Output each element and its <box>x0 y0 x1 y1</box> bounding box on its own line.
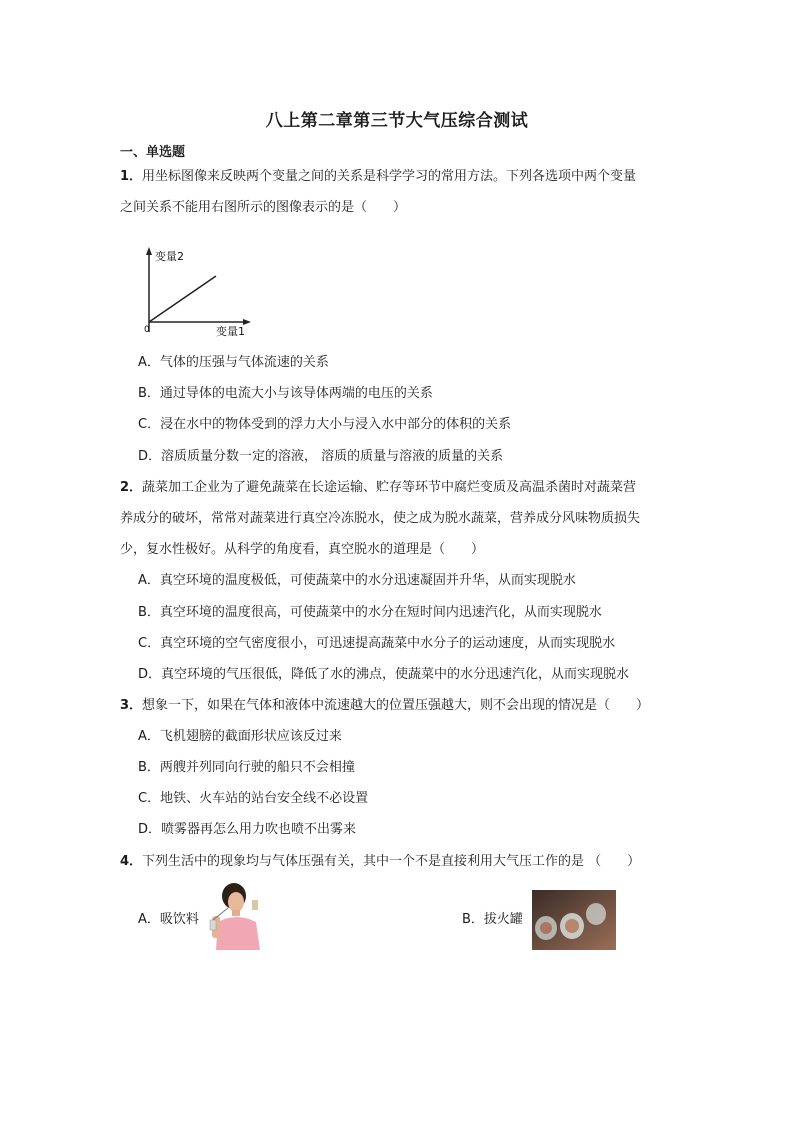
question-3-line-1 <box>120 696 649 716</box>
question-1-line-1 <box>120 167 636 187</box>
person-drinking-icon <box>208 882 264 950</box>
question-2-option-d: D．真空环境的气压很低，降低了水的沸点，使蔬菜中的水分迅速汽化，从而实现脱水 <box>138 667 630 682</box>
question-4-option-a-label: A．吸饮料 <box>138 912 199 927</box>
question-3-option-d: D．喷雾器再怎么用力吹也喷不出雾来 <box>138 822 357 837</box>
drinking-photo <box>208 882 264 950</box>
question-1-text: 用坐标图像来反映两个变量之间的关系是科学学习的常用方法。下列各选项中两个变量 <box>142 169 637 184</box>
question-2-line-1 <box>120 478 636 498</box>
page-title: 八上第二章第三节大气压综合测试 <box>265 111 529 131</box>
question-4-option-b-label: B．拔火罐 <box>462 912 523 927</box>
cupping-jars-icon <box>532 890 616 950</box>
question-1-number: 1． <box>120 169 143 184</box>
y-axis-arrow-icon <box>146 247 152 255</box>
question-2-number: 2． <box>120 480 143 495</box>
question-2-line-3: 少，复水性极好。从科学的角度看，真空脱水的道理是（ ） <box>120 542 485 557</box>
question-4-line-1 <box>120 852 640 872</box>
question-2-line-2: 养成分的破坏，常常对蔬菜进行真空冷冻脱水，使之成为脱水蔬菜，营养成分风味物质损失 <box>120 511 641 526</box>
question-4-number: 4． <box>120 854 143 869</box>
section-heading: 一、单选题 <box>120 145 186 160</box>
question-1-line-2: 之间关系不能用右图所示的图像表示的是（ ） <box>120 200 407 215</box>
y-axis-label: 变量2 <box>155 250 184 263</box>
question-3-option-c: C．地铁、火车站的站台安全线不必设置 <box>138 791 369 806</box>
question-2-text: 蔬菜加工企业为了避免蔬菜在长途运输、贮存等环节中腐烂变质及高温杀菌时对蔬菜营 <box>142 480 637 495</box>
linear-graph-figure <box>138 242 258 338</box>
question-4-text: 下列生活中的现象均与气体压强有关，其中一个不是直接利用大气压工作的是 （ ） <box>142 854 641 869</box>
question-1-option-c: C．浸在水中的物体受到的浮力大小与浸入水中部分的体积的关系 <box>138 417 512 432</box>
question-1-graph <box>138 242 258 338</box>
question-1-option-b: B．通过导体的电流大小与该导体两端的电压的关系 <box>138 386 433 401</box>
question-1-option-a: A．气体的压强与气体流速的关系 <box>138 355 329 370</box>
question-3-option-a: A．飞机翅膀的截面形状应该反过来 <box>138 729 342 744</box>
cupping-photo <box>532 890 616 950</box>
x-axis-label: 变量1 <box>216 325 245 338</box>
question-3-number: 3． <box>120 698 143 713</box>
proportional-line <box>149 276 216 322</box>
question-2-option-c: C．真空环境的空气密度很小，可迅速提高蔬菜中水分子的运动速度，从而实现脱水 <box>138 636 616 651</box>
question-1-option-d: D．溶质质量分数一定的溶液， 溶质的质量与溶液的质量的关系 <box>138 449 504 464</box>
origin-label: 0 <box>144 325 150 335</box>
question-2-option-a: A．真空环境的温度极低，可使蔬菜中的水分迅速凝固并升华，从而实现脱水 <box>138 573 576 588</box>
question-2-option-b: B．真空环境的温度很高，可使蔬菜中的水分在短时间内迅速汽化，从而实现脱水 <box>138 605 602 620</box>
question-3-option-b: B．两艘并列同向行驶的船只不会相撞 <box>138 760 355 775</box>
question-3-text: 想象一下，如果在气体和液体中流速越大的位置压强越大，则不会出现的情况是（ ） <box>142 698 650 713</box>
